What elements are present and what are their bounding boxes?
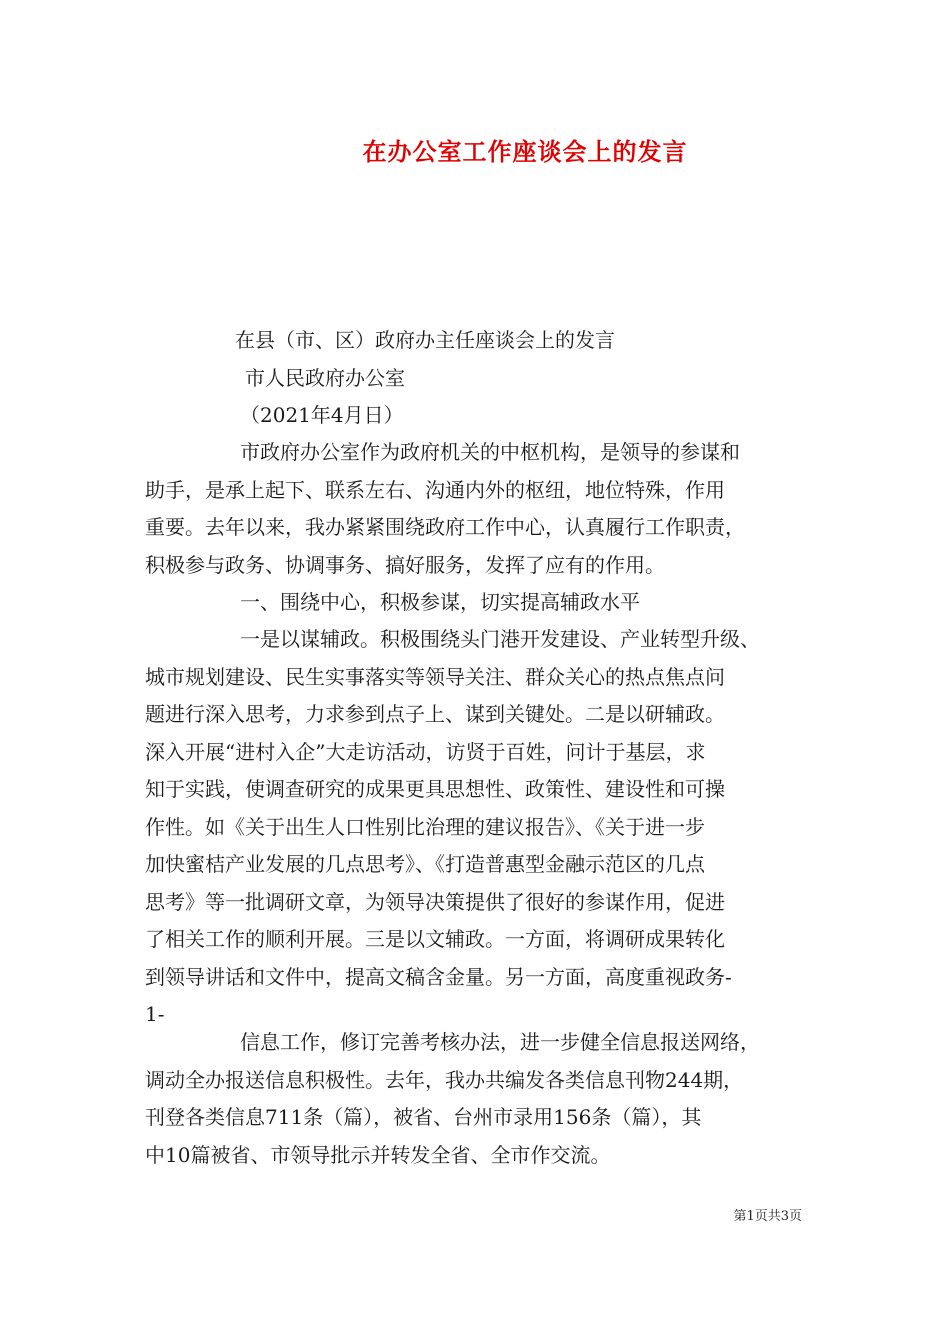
paragraph-2 (145, 621, 810, 1034)
paragraph-line: 城市规划建设、民生实事落实等领导关注、群众关心的热点焦点问 (145, 664, 725, 689)
paragraph-line: 到领导讲话和文件中，提高文稿含金量。另一方面，高度重视政务- (145, 964, 732, 989)
paragraph-line: 市政府办公室作为政府机关的中枢机构，是领导的参谋和 (240, 440, 740, 464)
section-heading: 一、围绕中心，积极参谋，切实提高辅政水平 (240, 590, 640, 614)
paragraph-3 (145, 1024, 810, 1174)
paragraph-line: 中10篇被省、市领导批示并转发全省、全市作交流。 (145, 1142, 611, 1167)
paragraph-line: 积极参与政务、协调事务、搞好服务，发挥了应有的作用。 (145, 552, 665, 577)
paragraph-line: 了相关工作的顺利开展。三是以文辅政。一方面，将调研成果转化 (145, 927, 725, 951)
paragraph-line: 一是以谋辅政。积极围绕头门港开发建设、产业转型升级、 (240, 627, 760, 651)
document-header-block (145, 322, 810, 435)
document-title: 在办公室工作座谈会上的发言 (362, 138, 688, 166)
paragraph-line: 思考》等一批调研文章，为领导决策提供了很好的参谋作用，促进 (145, 889, 725, 914)
document-author: 市人民政府办公室 (245, 365, 405, 390)
paragraph-line: 深入开展“进村入企”大走访活动，访贤于百姓，问计于基层，求 (145, 739, 706, 764)
page-break-marker: 1- (145, 1002, 165, 1026)
paragraph-line: 知于实践，使调查研究的成果更具思想性、政策性、建设性和可操 (145, 777, 725, 801)
paragraph-line: 助手，是承上起下、联系左右、沟通内外的枢纽，地位特殊，作用 (145, 477, 725, 502)
paragraph-line: 加快蜜桔产业发展的几点思考》、《打造普惠型金融示范区的几点 (145, 852, 705, 876)
section-1-heading-block (145, 584, 810, 622)
paragraph-1 (145, 434, 810, 584)
page-number: 第1页共3页 (733, 1209, 802, 1224)
paragraph-line: 信息工作，修订完善考核办法，进一步健全信息报送网络， (240, 1030, 760, 1054)
paragraph-line: 刊登各类信息711条（篇），被省、台州市录用156条（篇），其 (145, 1105, 702, 1129)
paragraph-line: 调动全办报送信息积极性。去年，我办共编发各类信息刊物244期， (145, 1067, 744, 1092)
document-date: （2021年4月日） (240, 403, 404, 427)
paragraph-line: 作性。如《关于出生人口性别比治理的建议报告》、《关于进一步 (145, 814, 705, 839)
paragraph-line: 重要。去年以来，我办紧紧围绕政府工作中心，认真履行工作职责， (145, 515, 745, 539)
document-subtitle: 在县（市、区）政府办主任座谈会上的发言 (235, 328, 615, 352)
paragraph-line: 题进行深入思考，力求参到点子上、谋到关键处。二是以研辅政。 (145, 702, 725, 726)
